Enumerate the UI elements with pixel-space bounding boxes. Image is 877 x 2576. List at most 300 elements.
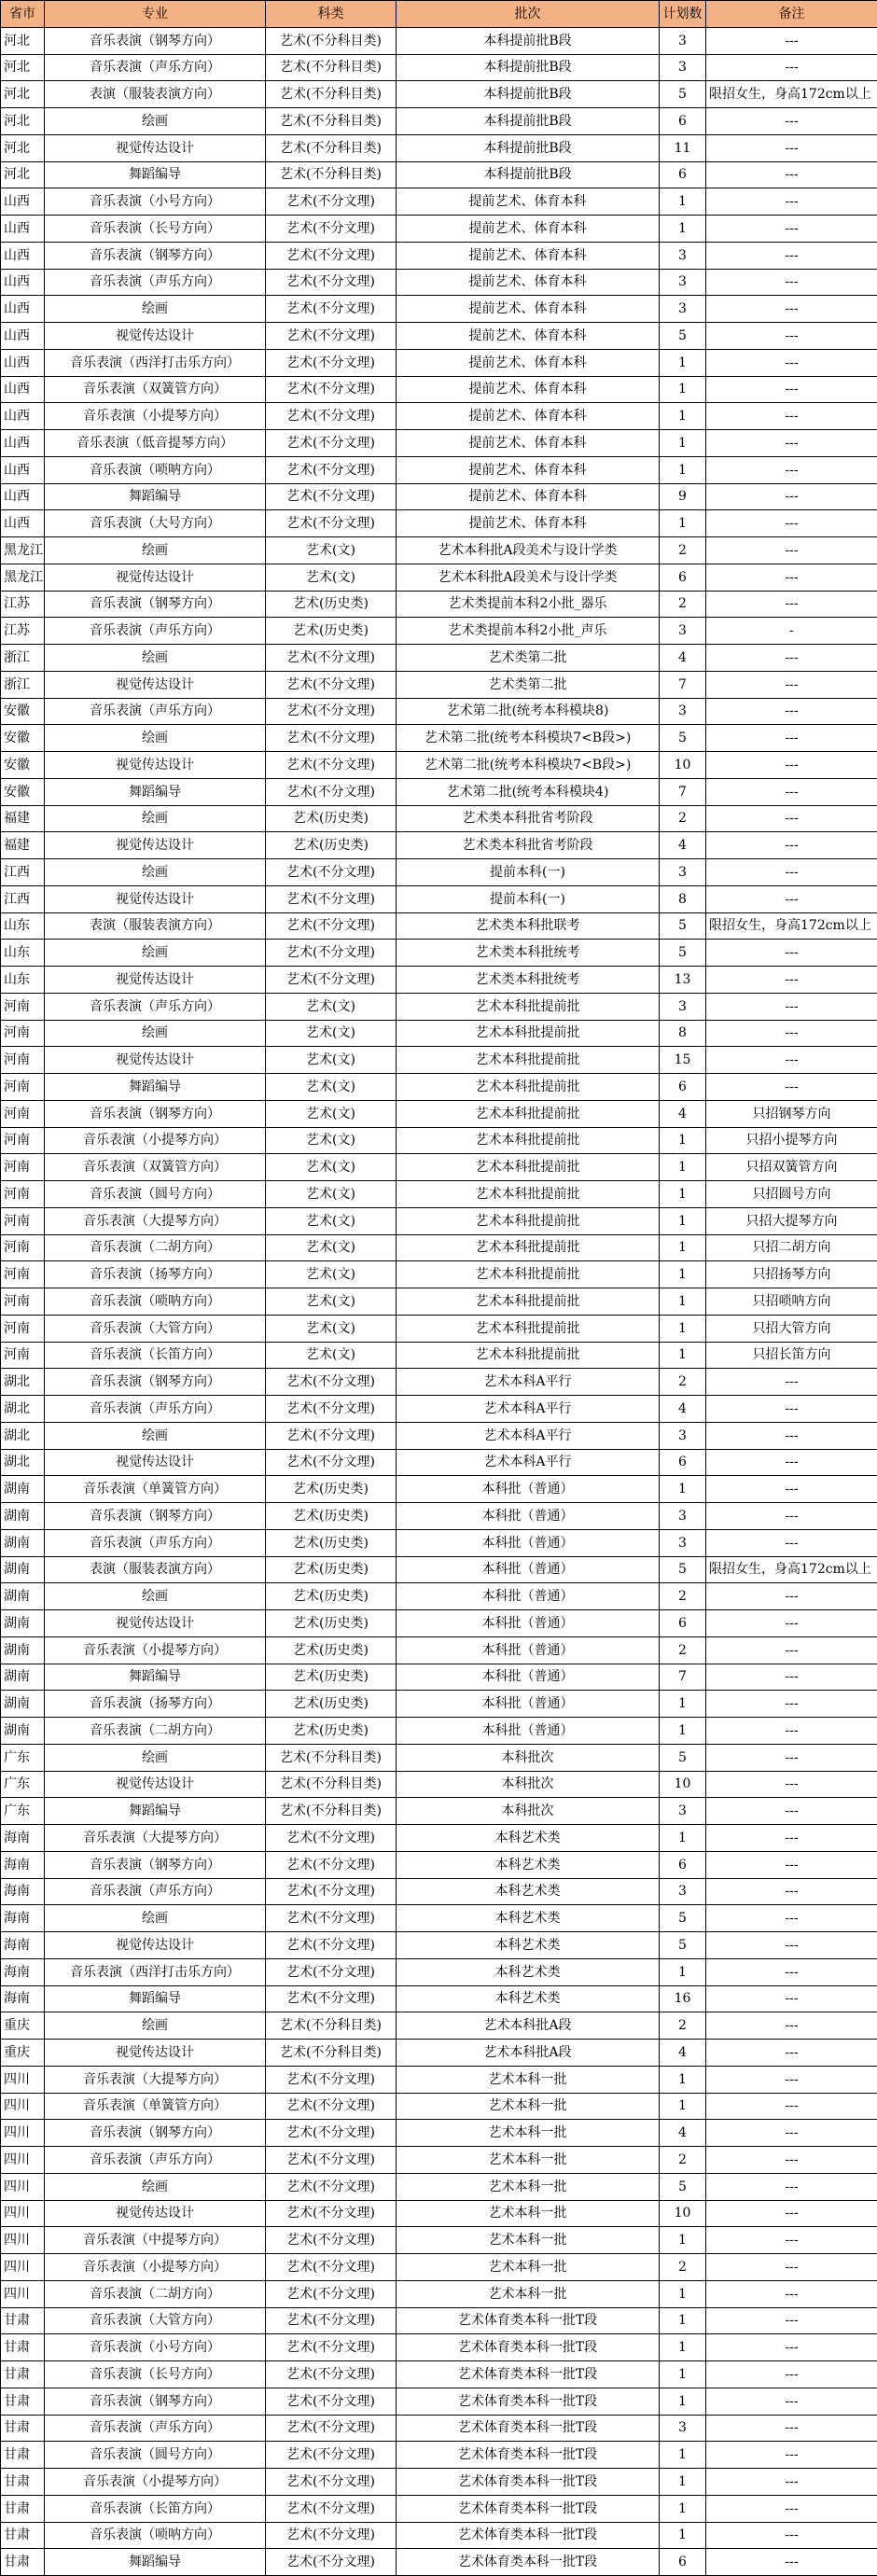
cell-major: 音乐表演（长笛方向）: [45, 2495, 266, 2522]
cell-quota: 1: [660, 1234, 706, 1261]
cell-province: 安徽: [1, 778, 45, 805]
cell-major: 音乐表演（大管方向）: [45, 1315, 266, 1342]
table-row: [1, 2469, 877, 2496]
table-row: [1, 1369, 877, 1396]
cell-major: 音乐表演（钢琴方向）: [45, 27, 266, 54]
cell-major: 舞蹈编导: [45, 1985, 266, 2012]
cell-remarks: 限招女生，身高172cm以上: [706, 912, 877, 940]
cell-batch: 艺术本科批提前批: [397, 1342, 660, 1369]
cell-category: 艺术(历史类): [266, 1529, 397, 1556]
cell-major: 音乐表演（低音提琴方向）: [45, 430, 266, 457]
table-row: [1, 108, 877, 135]
table-row: [1, 2388, 877, 2415]
cell-quota: 1: [660, 2066, 706, 2093]
cell-remarks: ---: [706, 2549, 877, 2576]
cell-quota: 11: [660, 134, 706, 161]
cell-major: 音乐表演（大提琴方向）: [45, 2066, 266, 2093]
cell-remarks: ---: [706, 456, 877, 483]
cell-remarks: 限招女生，身高172cm以上: [706, 81, 877, 108]
cell-category: 艺术(不分文理): [266, 1422, 397, 1449]
cell-major: 视觉传达设计: [45, 671, 266, 698]
table-row: [1, 1154, 877, 1181]
cell-major: 音乐表演（大管方向）: [45, 2307, 266, 2334]
cell-category: 艺术(不分文理): [266, 2415, 397, 2442]
cell-quota: 3: [660, 993, 706, 1020]
table-row: [1, 698, 877, 725]
cell-remarks: ---: [706, 54, 877, 81]
cell-quota: 4: [660, 832, 706, 859]
cell-major: 音乐表演（小号方向）: [45, 2334, 266, 2361]
cell-major: 音乐表演（双簧管方向）: [45, 376, 266, 403]
cell-major: 绘画: [45, 537, 266, 564]
cell-remarks: ---: [706, 2093, 877, 2120]
cell-category: 艺术(不分文理): [266, 2469, 397, 2496]
cell-batch: 本科艺术类: [397, 1905, 660, 1932]
cell-batch: 本科批（普通）: [397, 1556, 660, 1583]
cell-province: 广东: [1, 1798, 45, 1825]
table-row: [1, 510, 877, 537]
table-row: [1, 1476, 877, 1503]
cell-major: 音乐表演（小提琴方向）: [45, 2469, 266, 2496]
cell-remarks: ---: [706, 725, 877, 752]
table-row: [1, 1771, 877, 1798]
cell-batch: 艺术本科批提前批: [397, 1100, 660, 1127]
cell-category: 艺术(文): [266, 537, 397, 564]
cell-remarks: ---: [706, 2120, 877, 2147]
table-row: [1, 216, 877, 243]
cell-batch: 艺术类提前本科2小批_器乐: [397, 591, 660, 618]
cell-quota: 4: [660, 645, 706, 672]
cell-major: 绘画: [45, 296, 266, 323]
cell-category: 艺术(不分科目类): [266, 54, 397, 81]
cell-quota: 1: [660, 1154, 706, 1181]
table-row: [1, 1798, 877, 1825]
cell-category: 艺术(不分科目类): [266, 81, 397, 108]
cell-remarks: ---: [706, 1396, 877, 1423]
cell-province: 河南: [1, 1154, 45, 1181]
cell-batch: 艺术本科一批: [397, 2093, 660, 2120]
cell-remarks: ---: [706, 1503, 877, 1530]
cell-quota: 6: [660, 161, 706, 188]
table-row: [1, 2442, 877, 2469]
cell-major: 音乐表演（声乐方向）: [45, 1529, 266, 1556]
cell-quota: 3: [660, 296, 706, 323]
cell-remarks: 只招圆号方向: [706, 1181, 877, 1208]
cell-major: 音乐表演（声乐方向）: [45, 1396, 266, 1423]
cell-quota: 1: [660, 349, 706, 376]
table-row: [1, 323, 877, 350]
cell-province: 湖南: [1, 1476, 45, 1503]
cell-quota: 1: [660, 1288, 706, 1316]
cell-major: 音乐表演（声乐方向）: [45, 2415, 266, 2442]
cell-batch: 艺术体育类本科一批T段: [397, 2388, 660, 2415]
cell-quota: 5: [660, 912, 706, 940]
cell-category: 艺术(文): [266, 1207, 397, 1234]
cell-quota: 1: [660, 430, 706, 457]
cell-batch: 提前艺术、体育本科: [397, 188, 660, 216]
cell-major: 音乐表演（钢琴方向）: [45, 1503, 266, 1530]
cell-category: 艺术(不分文理): [266, 1985, 397, 2012]
cell-province: 甘肃: [1, 2549, 45, 2576]
table-row: [1, 456, 877, 483]
table-row: [1, 430, 877, 457]
cell-quota: 6: [660, 1851, 706, 1878]
cell-major: 视觉传达设计: [45, 1610, 266, 1637]
cell-category: 艺术(不分科目类): [266, 1771, 397, 1798]
cell-category: 艺术(不分文理): [266, 2280, 397, 2307]
table-row: [1, 2495, 877, 2522]
cell-category: 艺术(不分文理): [266, 510, 397, 537]
table-row: [1, 1261, 877, 1288]
cell-province: 河北: [1, 161, 45, 188]
cell-category: 艺术(不分文理): [266, 645, 397, 672]
table-row: [1, 1958, 877, 1985]
cell-major: 视觉传达设计: [45, 832, 266, 859]
cell-province: 河南: [1, 1100, 45, 1127]
table-row: [1, 1342, 877, 1369]
cell-quota: 5: [660, 940, 706, 967]
cell-batch: 艺术本科批提前批: [397, 1154, 660, 1181]
cell-remarks: ---: [706, 2522, 877, 2549]
cell-major: 音乐表演（圆号方向）: [45, 1181, 266, 1208]
cell-category: 艺术(历史类): [266, 805, 397, 832]
table-row: [1, 1718, 877, 1745]
cell-major: 绘画: [45, 645, 266, 672]
cell-province: 湖北: [1, 1396, 45, 1423]
cell-quota: 7: [660, 778, 706, 805]
cell-category: 艺术(不分科目类): [266, 108, 397, 135]
cell-category: 艺术(历史类): [266, 618, 397, 645]
cell-province: 山西: [1, 403, 45, 430]
cell-batch: 艺术本科批提前批: [397, 1181, 660, 1208]
cell-category: 艺术(文): [266, 1047, 397, 1074]
cell-batch: 本科艺术类: [397, 1878, 660, 1905]
cell-province: 安徽: [1, 698, 45, 725]
cell-quota: 6: [660, 108, 706, 135]
cell-remarks: ---: [706, 1583, 877, 1610]
cell-category: 艺术(不分文理): [266, 2549, 397, 2576]
cell-province: 山西: [1, 510, 45, 537]
table-row: [1, 1583, 877, 1610]
cell-remarks: ---: [706, 1718, 877, 1745]
cell-remarks: 只招钢琴方向: [706, 1100, 877, 1127]
cell-remarks: ---: [706, 296, 877, 323]
cell-remarks: ---: [706, 161, 877, 188]
table-row: [1, 81, 877, 108]
header-category: 科类: [266, 1, 397, 28]
cell-province: 湖南: [1, 1583, 45, 1610]
cell-remarks: ---: [706, 134, 877, 161]
cell-province: 四川: [1, 2173, 45, 2200]
cell-quota: 1: [660, 1958, 706, 1985]
cell-batch: 提前艺术、体育本科: [397, 376, 660, 403]
cell-category: 艺术(不分文理): [266, 1449, 397, 1476]
cell-batch: 提前艺术、体育本科: [397, 242, 660, 269]
cell-major: 舞蹈编导: [45, 778, 266, 805]
cell-province: 广东: [1, 1744, 45, 1771]
cell-province: 湖南: [1, 1691, 45, 1718]
cell-quota: 1: [660, 2442, 706, 2469]
cell-category: 艺术(不分文理): [266, 349, 397, 376]
table-row: [1, 725, 877, 752]
table-row: [1, 2522, 877, 2549]
cell-major: 音乐表演（钢琴方向）: [45, 2120, 266, 2147]
cell-major: 音乐表演（中提琴方向）: [45, 2227, 266, 2254]
cell-province: 山西: [1, 216, 45, 243]
cell-batch: 本科批（普通）: [397, 1476, 660, 1503]
cell-major: 音乐表演（声乐方向）: [45, 618, 266, 645]
cell-batch: 艺术本科批提前批: [397, 1074, 660, 1101]
cell-category: 艺术(不分文理): [266, 778, 397, 805]
cell-major: 表演（服装表演方向）: [45, 1556, 266, 1583]
cell-batch: 提前艺术、体育本科: [397, 403, 660, 430]
cell-remarks: ---: [706, 940, 877, 967]
cell-batch: 艺术本科A平行: [397, 1369, 660, 1396]
table-row: [1, 778, 877, 805]
cell-category: 艺术(不分文理): [266, 2361, 397, 2388]
cell-batch: 艺术本科一批: [397, 2066, 660, 2093]
cell-major: 绘画: [45, 1422, 266, 1449]
cell-major: 音乐表演（扬琴方向）: [45, 1691, 266, 1718]
cell-batch: 艺术本科批A段美术与设计学类: [397, 564, 660, 591]
cell-remarks: ---: [706, 1905, 877, 1932]
cell-batch: 艺术体育类本科一批T段: [397, 2549, 660, 2576]
cell-province: 江苏: [1, 591, 45, 618]
cell-province: 山东: [1, 912, 45, 940]
cell-quota: 3: [660, 618, 706, 645]
cell-remarks: ---: [706, 1691, 877, 1718]
table-row: [1, 1020, 877, 1047]
cell-major: 视觉传达设计: [45, 2040, 266, 2067]
table-row: [1, 1556, 877, 1583]
cell-batch: 本科批（普通）: [397, 1636, 660, 1664]
cell-remarks: 只招小提琴方向: [706, 1127, 877, 1154]
cell-category: 艺术(不分文理): [266, 2227, 397, 2254]
cell-remarks: ---: [706, 1932, 877, 1959]
cell-province: 河南: [1, 1234, 45, 1261]
table-row: [1, 2147, 877, 2174]
cell-major: 音乐表演（小提琴方向）: [45, 1127, 266, 1154]
cell-category: 艺术(不分文理): [266, 698, 397, 725]
cell-quota: 5: [660, 323, 706, 350]
cell-quota: 3: [660, 27, 706, 54]
cell-province: 河南: [1, 1181, 45, 1208]
cell-province: 湖南: [1, 1529, 45, 1556]
table-row: [1, 1691, 877, 1718]
cell-quota: 2: [660, 2254, 706, 2281]
cell-batch: 本科批（普通）: [397, 1610, 660, 1637]
cell-remarks: ---: [706, 805, 877, 832]
cell-category: 艺术(文): [266, 1127, 397, 1154]
table-row: [1, 752, 877, 779]
cell-province: 甘肃: [1, 2495, 45, 2522]
cell-province: 甘肃: [1, 2522, 45, 2549]
cell-batch: 艺术本科一批: [397, 2280, 660, 2307]
cell-category: 艺术(文): [266, 1181, 397, 1208]
cell-batch: 提前艺术、体育本科: [397, 269, 660, 296]
cell-remarks: ---: [706, 1851, 877, 1878]
cell-remarks: ---: [706, 1664, 877, 1691]
cell-major: 绘画: [45, 805, 266, 832]
cell-major: 音乐表演（声乐方向）: [45, 1878, 266, 1905]
cell-quota: 1: [660, 1207, 706, 1234]
table-row: [1, 1985, 877, 2012]
cell-major: 绘画: [45, 859, 266, 886]
cell-batch: 艺术第二批(统考本科模块7<B段>): [397, 752, 660, 779]
cell-remarks: ---: [706, 564, 877, 591]
cell-major: 视觉传达设计: [45, 2200, 266, 2227]
cell-batch: 艺术本科批提前批: [397, 1261, 660, 1288]
table-row: [1, 54, 877, 81]
cell-remarks: ---: [706, 376, 877, 403]
cell-major: 音乐表演（声乐方向）: [45, 993, 266, 1020]
cell-batch: 艺术类第二批: [397, 671, 660, 698]
cell-remarks: ---: [706, 2040, 877, 2067]
cell-quota: 1: [660, 2361, 706, 2388]
cell-remarks: ---: [706, 2334, 877, 2361]
cell-category: 艺术(不分文理): [266, 403, 397, 430]
cell-major: 音乐表演（长号方向）: [45, 2361, 266, 2388]
cell-category: 艺术(不分文理): [266, 1905, 397, 1932]
cell-major: 绘画: [45, 1744, 266, 1771]
cell-quota: 5: [660, 1556, 706, 1583]
cell-province: 江苏: [1, 618, 45, 645]
cell-category: 艺术(历史类): [266, 1503, 397, 1530]
cell-province: 海南: [1, 1932, 45, 1959]
table-row: [1, 1288, 877, 1316]
cell-category: 艺术(文): [266, 1154, 397, 1181]
cell-quota: 1: [660, 1315, 706, 1342]
cell-major: 音乐表演（二胡方向）: [45, 2280, 266, 2307]
cell-category: 艺术(不分文理): [266, 2120, 397, 2147]
cell-province: 山西: [1, 349, 45, 376]
cell-quota: 1: [660, 376, 706, 403]
cell-category: 艺术(不分科目类): [266, 2040, 397, 2067]
cell-quota: 1: [660, 1181, 706, 1208]
cell-category: 艺术(不分文理): [266, 269, 397, 296]
cell-batch: 艺术体育类本科一批T段: [397, 2415, 660, 2442]
table-body: [1, 27, 877, 2575]
table-row: [1, 1315, 877, 1342]
cell-batch: 艺术本科一批: [397, 2227, 660, 2254]
cell-batch: 本科提前批B段: [397, 54, 660, 81]
table-row: [1, 1449, 877, 1476]
cell-province: 甘肃: [1, 2469, 45, 2496]
cell-quota: 16: [660, 1985, 706, 2012]
cell-category: 艺术(不分文理): [266, 2093, 397, 2120]
cell-category: 艺术(不分文理): [266, 2173, 397, 2200]
table-row: [1, 591, 877, 618]
cell-remarks: ---: [706, 188, 877, 216]
cell-province: 山西: [1, 376, 45, 403]
table-row: [1, 242, 877, 269]
cell-major: 音乐表演（唢呐方向）: [45, 2522, 266, 2549]
cell-category: 艺术(不分科目类): [266, 2012, 397, 2040]
cell-category: 艺术(不分文理): [266, 2254, 397, 2281]
cell-category: 艺术(文): [266, 1234, 397, 1261]
cell-province: 甘肃: [1, 2415, 45, 2442]
cell-category: 艺术(历史类): [266, 1610, 397, 1637]
cell-province: 山西: [1, 430, 45, 457]
cell-category: 艺术(不分科目类): [266, 27, 397, 54]
cell-remarks: ---: [706, 1422, 877, 1449]
cell-quota: 1: [660, 1127, 706, 1154]
table-row: [1, 2173, 877, 2200]
cell-major: 音乐表演（西洋打击乐方向）: [45, 1958, 266, 1985]
cell-batch: 艺术本科一批: [397, 2120, 660, 2147]
cell-batch: 提前艺术、体育本科: [397, 349, 660, 376]
cell-category: 艺术(不分文理): [266, 242, 397, 269]
cell-remarks: ---: [706, 778, 877, 805]
cell-province: 甘肃: [1, 2361, 45, 2388]
cell-batch: 艺术第二批(统考本科模块8): [397, 698, 660, 725]
cell-category: 艺术(不分文理): [266, 188, 397, 216]
cell-remarks: 只招大管方向: [706, 1315, 877, 1342]
cell-category: 艺术(不分科目类): [266, 1798, 397, 1825]
cell-remarks: 只招长笛方向: [706, 1342, 877, 1369]
cell-category: 艺术(不分文理): [266, 1878, 397, 1905]
cell-category: 艺术(文): [266, 1074, 397, 1101]
cell-quota: 2: [660, 1369, 706, 1396]
cell-quota: 3: [660, 1878, 706, 1905]
table-row: [1, 1422, 877, 1449]
cell-remarks: ---: [706, 698, 877, 725]
cell-category: 艺术(历史类): [266, 1664, 397, 1691]
table-row: [1, 403, 877, 430]
cell-remarks: ---: [706, 2280, 877, 2307]
cell-remarks: ---: [706, 671, 877, 698]
cell-category: 艺术(不分文理): [266, 885, 397, 912]
cell-province: 湖南: [1, 1610, 45, 1637]
table-row: [1, 376, 877, 403]
cell-batch: 本科批次: [397, 1798, 660, 1825]
cell-batch: 本科批次: [397, 1744, 660, 1771]
cell-category: 艺术(不分文理): [266, 2066, 397, 2093]
cell-category: 艺术(历史类): [266, 1636, 397, 1664]
cell-quota: 1: [660, 1691, 706, 1718]
cell-batch: 本科提前批B段: [397, 27, 660, 54]
table-row: [1, 2361, 877, 2388]
table-row: [1, 134, 877, 161]
cell-province: 四川: [1, 2200, 45, 2227]
cell-batch: 艺术本科批A段: [397, 2012, 660, 2040]
cell-remarks: ---: [706, 1744, 877, 1771]
cell-batch: 本科提前批B段: [397, 108, 660, 135]
cell-quota: 3: [660, 54, 706, 81]
cell-batch: 艺术本科一批: [397, 2147, 660, 2174]
cell-batch: 艺术体育类本科一批T段: [397, 2495, 660, 2522]
cell-province: 湖北: [1, 1422, 45, 1449]
cell-batch: 艺术本科批提前批: [397, 993, 660, 1020]
cell-province: 甘肃: [1, 2307, 45, 2334]
cell-category: 艺术(不分文理): [266, 671, 397, 698]
table-row: [1, 1047, 877, 1074]
cell-major: 绘画: [45, 2173, 266, 2200]
cell-category: 艺术(不分文理): [266, 1369, 397, 1396]
cell-major: 舞蹈编导: [45, 1074, 266, 1101]
cell-batch: 艺术本科批A段: [397, 2040, 660, 2067]
cell-province: 山西: [1, 296, 45, 323]
header-remarks: 备注: [706, 1, 877, 28]
cell-province: 海南: [1, 1905, 45, 1932]
cell-major: 视觉传达设计: [45, 967, 266, 994]
cell-remarks: ---: [706, 349, 877, 376]
cell-major: 绘画: [45, 1905, 266, 1932]
cell-category: 艺术(不分文理): [266, 2200, 397, 2227]
table-row: [1, 2280, 877, 2307]
cell-quota: 1: [660, 2469, 706, 2496]
cell-quota: 4: [660, 2040, 706, 2067]
